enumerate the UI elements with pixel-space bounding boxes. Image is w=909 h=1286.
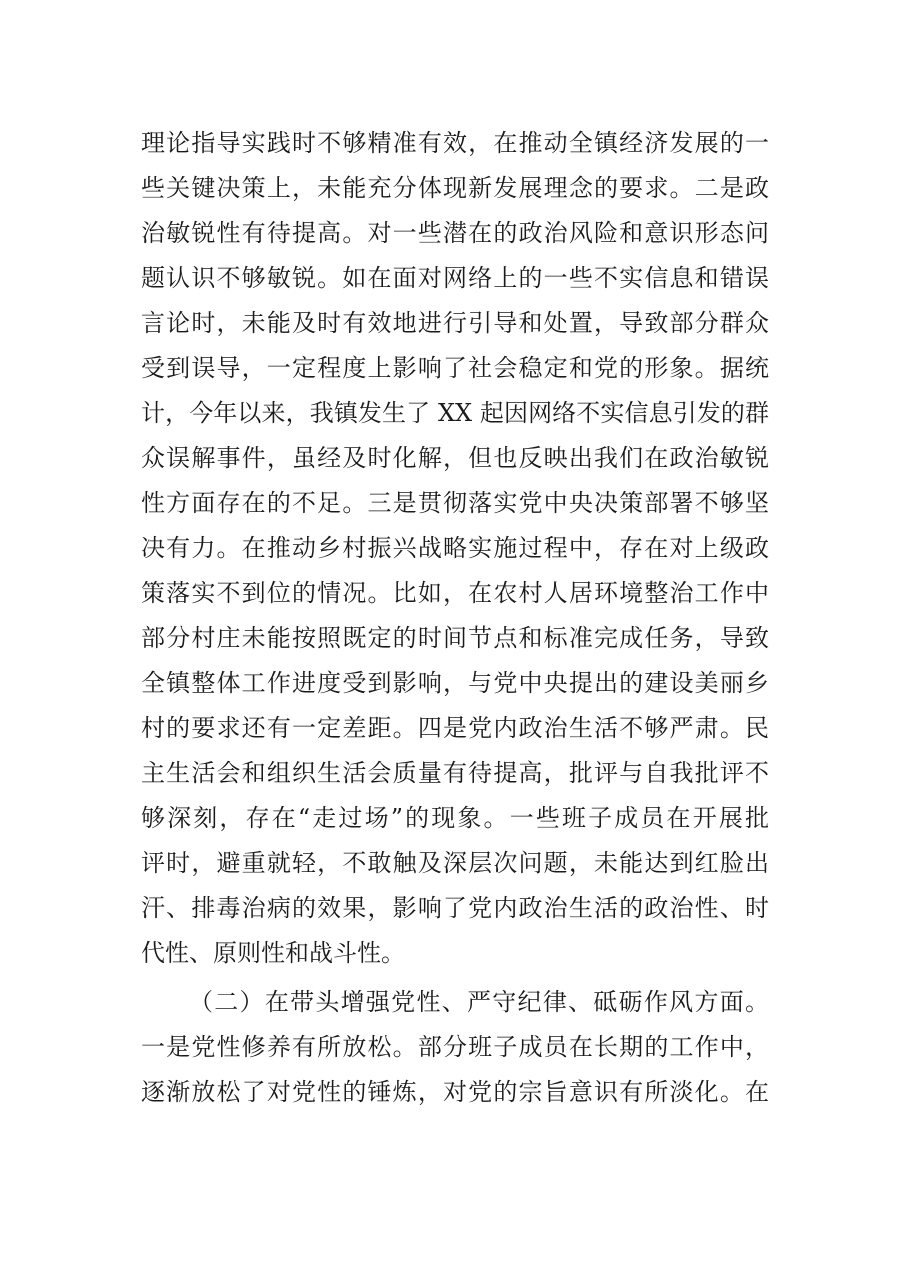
body-line: 策落实不到位的情况。比如，在农村人居环境整治工作中 <box>141 579 769 607</box>
document-body <box>141 121 769 1115</box>
body-line: 主生活会和组织生活会质量有待提高，批评与自我批评不 <box>141 759 769 787</box>
body-line: 言论时，未能及时有效地进行引导和处置，导致部分群众 <box>141 309 769 337</box>
body-line: 些关键决策上，未能充分体现新发展理念的要求。二是政 <box>141 174 769 202</box>
body-line: 计，今年以来，我镇发生了 XX 起因网络不实信息引发的群 <box>141 399 769 427</box>
body-line-paragraph-end: 代性、原则性和战斗性。 <box>141 939 405 967</box>
body-line: 理论指导实践时不够精准有效，在推动全镇经济发展的一 <box>141 129 769 157</box>
body-line: 部分村庄未能按照既定的时间节点和标准完成任务，导致 <box>141 624 769 652</box>
body-line: 评时，避重就轻，不敢触及深层次问题，未能达到红脸出 <box>141 849 769 877</box>
body-line: 够深刻，存在“走过场”的现象。一些班子成员在开展批 <box>141 804 769 832</box>
section-body-line: 逐渐放松了对党性的锤炼，对党的宗旨意识有所淡化。在 <box>141 1078 769 1106</box>
section-body-line: 一是党性修养有所放松。部分班子成员在长期的工作中， <box>141 1033 769 1061</box>
body-line: 村的要求还有一定差距。四是党内政治生活不够严肃。民 <box>141 714 769 742</box>
body-line: 受到误导，一定程度上影响了社会稳定和党的形象。据统 <box>141 354 769 382</box>
section-heading-line: （二）在带头增强党性、严守纪律、砥砺作风方面。 <box>189 988 769 1016</box>
body-line: 全镇整体工作进度受到影响，与党中央提出的建设美丽乡 <box>141 669 769 697</box>
body-line: 治敏锐性有待提高。对一些潜在的政治风险和意识形态问 <box>141 219 769 247</box>
body-line: 汗、排毒治病的效果，影响了党内政治生活的政治性、时 <box>141 894 769 922</box>
body-line: 决有力。在推动乡村振兴战略实施过程中，存在对上级政 <box>141 534 769 562</box>
body-line: 题认识不够敏锐。如在面对网络上的一些不实信息和错误 <box>141 264 769 292</box>
body-line: 众误解事件，虽经及时化解，但也反映出我们在政治敏锐 <box>141 444 769 472</box>
body-line: 性方面存在的不足。三是贯彻落实党中央决策部署不够坚 <box>141 489 769 517</box>
